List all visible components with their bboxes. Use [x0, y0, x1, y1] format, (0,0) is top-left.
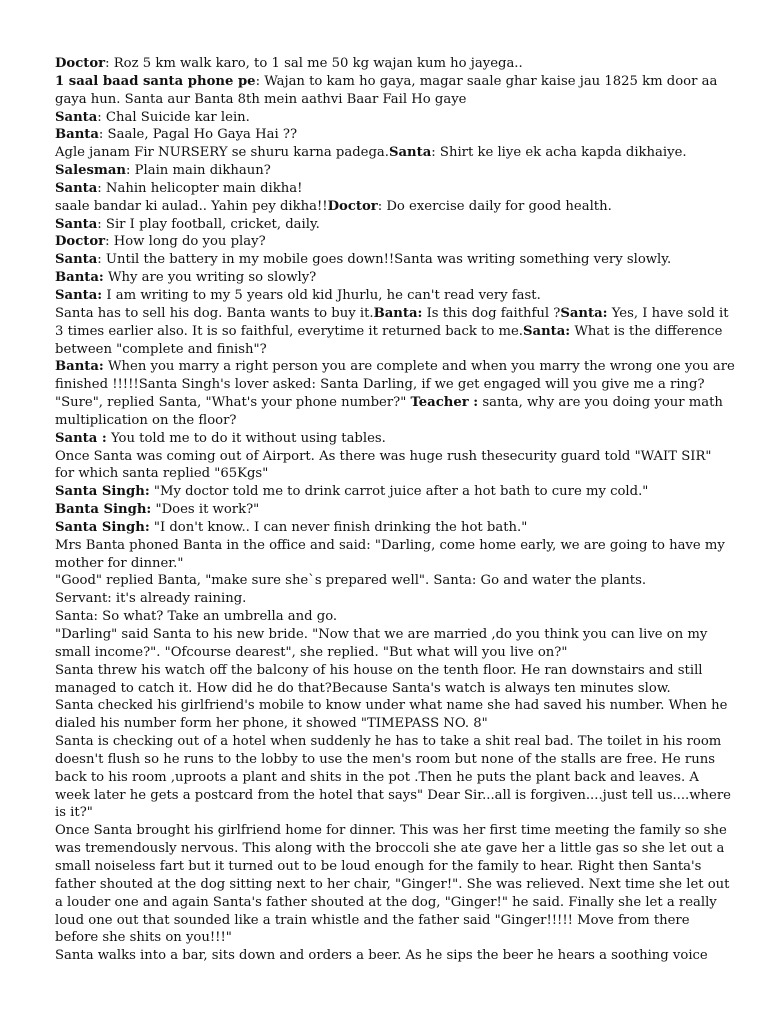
- text-line: [55, 251, 725, 269]
- line-text: multiplication on the floor?: [55, 412, 237, 428]
- text-line: [55, 73, 725, 91]
- line-text: "I don't know.. I can never finish drinking the hot bath.": [149, 519, 528, 535]
- line-text: Once Santa brought his girlfriend home for dinner. This was her first time meeting the family so she: [55, 823, 727, 839]
- text-line: [55, 412, 725, 430]
- text-line: [55, 358, 735, 376]
- text-line: [55, 751, 725, 769]
- speaker-label: Salesman: [55, 163, 126, 179]
- line-text: : Saale, Pagal Ho Gaya Hai ??: [98, 127, 298, 143]
- line-text: What is the difference: [570, 323, 723, 339]
- text-line: [55, 448, 725, 466]
- line-text: back to his room ,uproots a plant and shits in the pot .Then he puts the plant back and leaves. A: [55, 769, 699, 785]
- line-text: : Shirt ke liye ek acha kapda dikhaiye.: [431, 145, 687, 161]
- text-line: [55, 144, 725, 162]
- text-line: [55, 483, 725, 501]
- text-line: [55, 519, 725, 537]
- text-line: [55, 376, 725, 394]
- text-line: [55, 305, 729, 323]
- speaker-label: Banta:: [55, 270, 104, 286]
- line-text: santa, why are you doing your math: [478, 395, 723, 411]
- line-text: doesn't flush so he runs to the lobby to use the men's room but none of the stalls are free. He runs: [55, 751, 715, 767]
- line-text: : Plain main dikhaun?: [125, 163, 271, 179]
- text-line: [55, 626, 725, 644]
- speaker-label: 1 saal baad santa phone pe: [55, 73, 256, 89]
- line-text: Mrs Banta phoned Banta in the office and said: "Darling, come home early, we are going to have my: [55, 537, 725, 553]
- text-line: [55, 501, 725, 519]
- speaker-label: Santa:: [523, 323, 571, 339]
- text-line: [55, 733, 725, 751]
- line-text: a louder one and again Santa's father shouted at the dog, "Ginger!" he said. Finally she let a really: [55, 894, 717, 910]
- line-text: When you marry a right person you are complete and when you marry the wrong one you are: [103, 359, 735, 375]
- line-text: finished !!!!!Santa Singh's lover asked: Santa Darling, if we get engaged will you give me a ring?: [55, 377, 705, 393]
- line-text: Santa checked his girlfriend's mobile to know under what name she had saved his number. When he: [55, 698, 728, 714]
- speaker-label: Santa: [55, 216, 98, 232]
- speaker-label: Santa: [388, 145, 432, 161]
- speaker-label: Banta: [55, 127, 99, 143]
- speaker-label: Doctor: [327, 198, 378, 214]
- line-text: dialed his number form her phone, it showed "TIMEPASS NO. 8": [55, 716, 488, 732]
- line-text: You told me to do it without using tables.: [106, 430, 386, 446]
- line-text: Agle janam Fir NURSERY se shuru karna padega.: [55, 145, 389, 161]
- speaker-label: Doctor: [55, 56, 106, 71]
- text-line: [55, 947, 725, 965]
- speaker-label: Santa: [55, 109, 98, 125]
- line-text: Santa is checking out of a hotel when suddenly he has to take a shit real bad. The toilet in his room: [55, 734, 722, 750]
- text-line: [55, 769, 725, 787]
- line-text: : Nahin helicopter main dikha!: [97, 180, 303, 196]
- line-text: for which santa replied "65Kgs": [55, 466, 269, 482]
- line-text: "My doctor told me to drink carrot juice after a hot bath to cure my cold.": [149, 484, 649, 500]
- text-line: [55, 394, 725, 412]
- text-line: [55, 876, 730, 894]
- speaker-label: Banta:: [373, 305, 423, 321]
- line-text: : Do exercise daily for good health.: [377, 198, 612, 214]
- line-text: small income?". "Ofcourse dearest", she replied. "But what will you live on?": [55, 644, 568, 660]
- text-line: [55, 269, 725, 287]
- line-text: : Sir I play football, cricket, daily.: [97, 216, 320, 232]
- text-line: [55, 55, 725, 73]
- speaker-label: Santa:: [560, 305, 608, 321]
- text-line: [55, 465, 725, 483]
- text-line: [55, 929, 725, 947]
- speaker-label: Teacher :: [410, 395, 479, 411]
- text-line: [55, 91, 725, 109]
- text-line: [55, 287, 725, 305]
- line-text: gaya hun. Santa aur Banta 8th mein aathvi Baar Fail Ho gaye: [55, 91, 467, 107]
- line-text: before she shits on you!!!": [55, 930, 232, 946]
- text-line: [55, 912, 725, 930]
- text-line: [55, 430, 725, 448]
- line-text: Santa has to sell his dog. Banta wants to buy it.: [55, 305, 374, 321]
- speaker-label: Doctor: [55, 234, 106, 250]
- line-text: managed to catch it. How did he do that?Because Santa's watch is always ten minutes slow.: [55, 680, 671, 696]
- text-line: [55, 323, 725, 341]
- line-text: Once Santa was coming out of Airport. As there was huge rush thesecurity guard told "WAIT SIR": [55, 448, 712, 464]
- line-text: father shouted at the dog sitting next to her chair, "Ginger!". She was relieved. Next time she let out: [55, 876, 730, 892]
- line-text: Servant: it's already raining.: [55, 591, 247, 607]
- line-text: small noiseless fart but it turned out to be loud enough for the family to hear. Right then Santa's: [55, 858, 702, 874]
- text-line: [55, 590, 725, 608]
- line-text: "Does it work?": [151, 502, 260, 518]
- line-text: is it?": [55, 805, 93, 821]
- line-text: : Until the battery in my mobile goes down!!Santa was writing something very slowly.: [97, 252, 672, 268]
- line-text: : Wajan to kam ho gaya, magar saale ghar kaise jau 1825 km door aa: [255, 73, 718, 89]
- speaker-label: Santa Singh:: [55, 519, 150, 535]
- text-line: [55, 233, 725, 251]
- speaker-label: Santa:: [55, 287, 103, 303]
- text-line: [55, 858, 725, 876]
- text-line: [55, 555, 725, 573]
- line-text: "Sure", replied Santa, "What's your phone number?": [55, 395, 411, 411]
- line-text: was tremendously nervous. This along with the broccoli she ate gave her a little gas so she let out a: [55, 841, 725, 857]
- line-text: Yes, I have sold it: [607, 305, 729, 321]
- text-line: [55, 537, 725, 555]
- text-line: [55, 894, 725, 912]
- line-text: loud one out that sounded like a train whistle and the father said "Ginger!!!!! Move from there: [55, 912, 690, 928]
- line-text: "Good" replied Banta, "make sure she`s prepared well". Santa: Go and water the plants.: [55, 573, 647, 589]
- text-line: [55, 341, 725, 359]
- text-line: [55, 715, 725, 733]
- text-line: [55, 216, 725, 234]
- speaker-label: Santa: [55, 180, 98, 196]
- text-line: [55, 608, 725, 626]
- text-line: [55, 697, 728, 715]
- text-line: [55, 840, 725, 858]
- line-text: Santa: So what? Take an umbrella and go.: [55, 609, 338, 625]
- text-line: [55, 162, 725, 180]
- line-text: Is this dog faithful ?: [422, 305, 561, 321]
- speaker-label: Banta Singh:: [55, 502, 152, 518]
- text-line: [55, 787, 731, 805]
- text-line: [55, 822, 725, 840]
- line-text: mother for dinner.": [55, 555, 184, 571]
- speaker-label: Banta:: [55, 359, 104, 375]
- speaker-label: Santa: [55, 252, 98, 268]
- text-line: [55, 644, 725, 662]
- text-line: [55, 198, 725, 216]
- text-line: [55, 572, 725, 590]
- text-line: [55, 126, 725, 144]
- line-text: week later he gets a postcard from the hotel that says" Dear Sir...all is forgiven....just tell us....where: [55, 787, 731, 803]
- line-text: : Chal Suicide kar lein.: [97, 109, 250, 125]
- line-text: saale bandar ki aulad.. Yahin pey dikha!!: [55, 198, 328, 214]
- text-line: [55, 662, 725, 680]
- speaker-label: Santa Singh:: [55, 484, 150, 500]
- text-line: [55, 804, 725, 822]
- line-text: : How long do you play?: [105, 234, 266, 250]
- line-text: Why are you writing so slowly?: [103, 270, 317, 286]
- line-text: 3 times earlier also. It is so faithful, everytime it returned back to me.: [55, 323, 524, 339]
- text-line: [55, 180, 725, 198]
- line-text: between "complete and finish"?: [55, 341, 267, 357]
- line-text: : Roz 5 km walk karo, to 1 sal me 50 kg wajan kum ho jayega..: [105, 56, 523, 71]
- line-text: Santa walks into a bar, sits down and orders a beer. As he sips the beer he hears a soothing voice: [55, 948, 708, 964]
- text-line: [55, 680, 725, 698]
- speaker-label: Santa :: [55, 430, 107, 446]
- line-text: "Darling" said Santa to his new bride. "Now that we are married ,do you think you can live on my: [55, 627, 708, 642]
- text-line: [55, 109, 725, 127]
- line-text: Santa threw his watch off the balcony of his house on the tenth floor. He ran downstairs and still: [55, 662, 703, 678]
- line-text: I am writing to my 5 years old kid Jhurlu, he can't read very fast.: [102, 287, 541, 303]
